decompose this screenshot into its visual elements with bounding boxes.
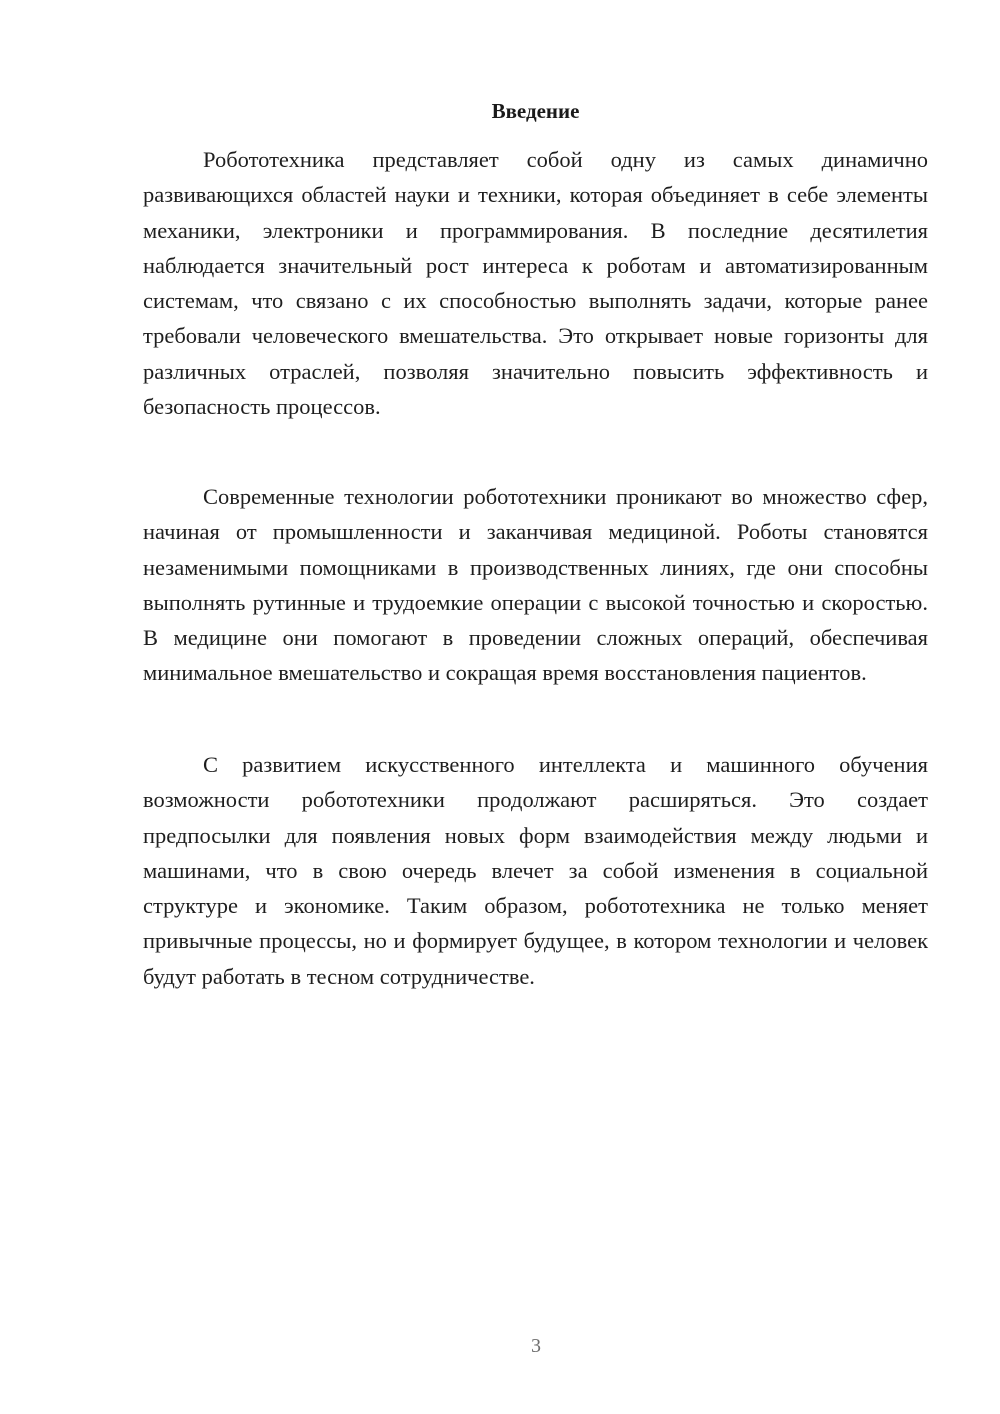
- section-heading: Введение: [491, 99, 580, 123]
- paragraph-applications: Современные технологии робототехники проникают во множество сфер, начиная от промышленности и заканчивая медициной. Роботы становятся незаменимыми помощниками в производственных линиях, где они способны выполнять рутинные и трудоемкие операции с высокой точностью и скоростью. В медицине они помогают в проведении сложных операций, обеспечивая минимальное вмешательство и сокращая время восстановления пациентов.: [143, 484, 928, 686]
- page-number: 3: [531, 1335, 541, 1357]
- paragraph-ai: С развитием искусственного интеллекта и машинного обучения возможности робототехники продолжают расширяться. Это создает предпосылки для появления новых форм взаимодействия между людьми и машинами, что в свою очередь влечет за собой изменения в социальной структуре и экономике. Таким образом, робототехника не только меняет привычные процессы, но и формирует будущее, в котором технологии и человек будут работать в тесном сотрудничестве.: [143, 752, 928, 989]
- paragraph-intro: Робототехника представляет собой одну из самых динамично развивающихся областей науки и техники, которая объединяет в себе элементы механики, электроники и программирования. В последние десятилетия наблюдается значительный рост интереса к роботам и автоматизированным системам, что связано с их способностью выполнять задачи, которые ранее требовали человеческого вмешательства. Это открывает новые горизонты для различных отраслей, позволяя значительно повысить эффективность и безопасность процессов.: [143, 147, 928, 420]
